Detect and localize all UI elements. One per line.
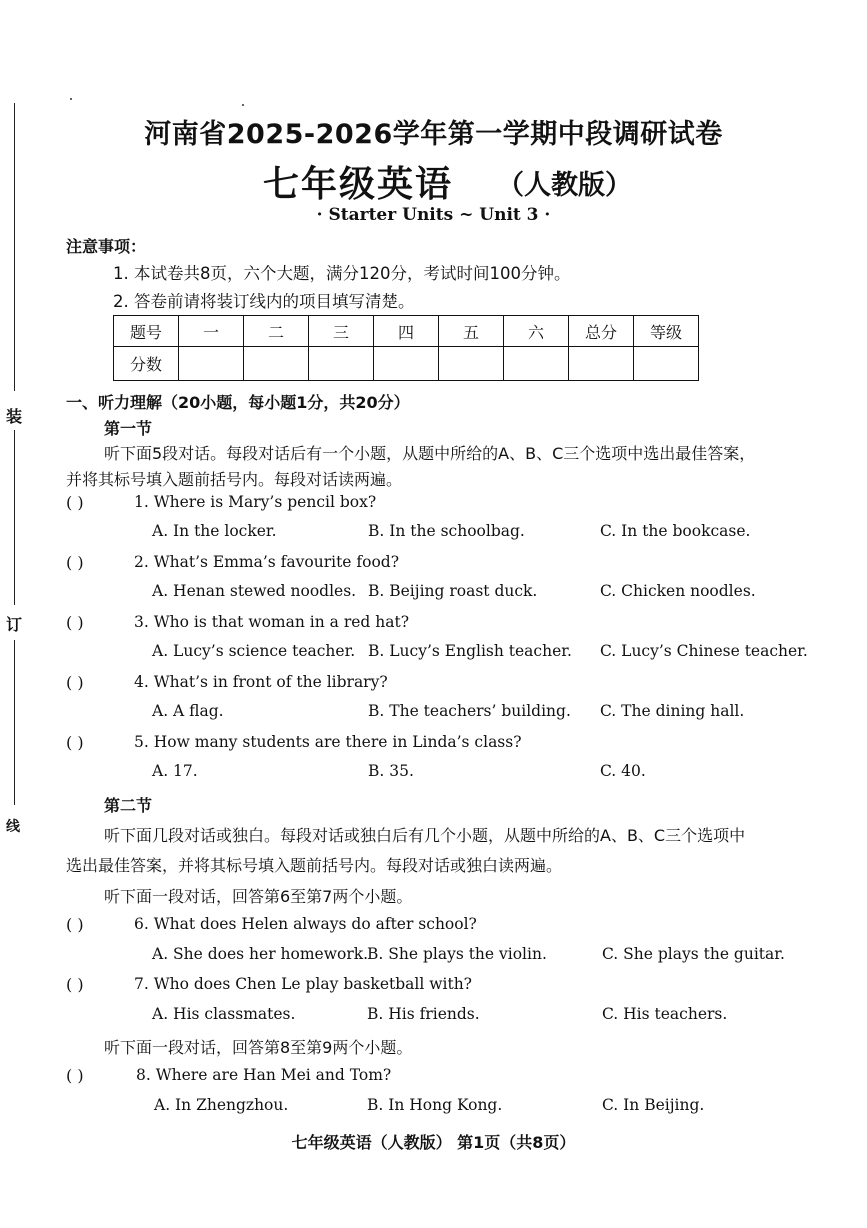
scan-speck [242,104,244,106]
option-c: C. Lucy’s Chinese teacher. [600,642,808,660]
option-c: C. The dining hall. [600,702,745,720]
question-text: 6. What does Helen always do after school? [134,915,477,933]
table-row-label: 分数 [114,347,179,381]
score-cell[interactable] [634,347,699,381]
edition-label: （人教版） [497,170,632,201]
option-b: B. Beijing roast duck. [368,582,538,600]
question-text: 3. Who is that woman in a red hat? [134,613,410,631]
option-c: C. She plays the guitar. [602,945,785,963]
part-heading: 第一节 [104,419,153,438]
instructions: 听下面5段对话。每段对话后有一个小题，从题中所给的A、B、C三个选项中选出最佳答案， [104,444,756,463]
binding-char-xian: 线 [6,819,20,835]
answer-bracket[interactable]: ( ) [66,613,84,632]
question-text: 8. Where are Han Mei and Tom? [136,1066,392,1084]
option-c: C. His teachers. [602,1005,728,1023]
instructions: 听下面几段对话或独白。每段对话或独白后有几个小题，从题中所给的A、B、C三个选项中 [104,826,746,845]
option-a: A. 17. [152,762,198,780]
instructions: 并将其标号填入题前括号内。每段对话读两遍。 [66,470,403,489]
answer-bracket[interactable]: ( ) [66,673,84,692]
option-c: C. In Beijing. [602,1096,705,1114]
option-b: B. In Hong Kong. [367,1096,503,1114]
option-b: B. She plays the violin. [367,945,547,963]
option-b: B. The teachers’ building. [368,702,571,720]
question-text: 5. How many students are there in Linda’s class? [134,733,522,751]
option-a: A. She does her homework. [152,945,369,963]
section-heading: 一、听力理解（20小题，每小题1分，共20分） [66,393,410,412]
score-cell[interactable] [504,347,569,381]
sub-instructions: 听下面一段对话，回答第8至第9两个小题。 [104,1038,413,1057]
table-header-cell: 题号 [114,316,179,347]
unit-scope: · Starter Units ~ Unit 3 · [316,205,551,225]
option-a: A. Henan stewed noodles. [152,582,357,600]
binding-char-zhuang: 装 [6,407,23,426]
option-a: A. A flag. [152,702,224,720]
option-a: A. His classmates. [152,1005,296,1023]
table-header-cell: 一 [179,316,244,347]
note-item: 2. 答卷前请将装订线内的项目填写清楚。 [113,292,415,311]
part-heading: 第二节 [104,796,153,815]
option-c: C. 40. [600,762,646,780]
binding-line-bottom [14,640,15,805]
score-cell[interactable] [244,347,309,381]
option-c: C. In the bookcase. [600,522,751,540]
answer-bracket[interactable]: ( ) [66,915,84,934]
sub-instructions: 听下面一段对话，回答第6至第7两个小题。 [104,887,413,906]
note-item: 1. 本试卷共8页，六个大题，满分120分，考试时间100分钟。 [113,264,571,283]
answer-bracket[interactable]: ( ) [66,553,84,572]
option-a: A. In Zhengzhou. [154,1096,289,1114]
binding-char-ding: 订 [6,615,23,634]
scan-speck [70,98,72,100]
option-b: B. 35. [368,762,414,780]
question-text: 7. Who does Chen Le play basketball with? [134,975,472,993]
option-a: A. In the locker. [152,522,277,540]
table-header-cell: 四 [374,316,439,347]
question-text: 4. What’s in front of the library? [134,673,388,691]
score-cell[interactable] [439,347,504,381]
option-b: B. In the schoolbag. [368,522,525,540]
table-header-cell: 六 [504,316,569,347]
option-b: B. Lucy’s English teacher. [368,642,572,660]
answer-bracket[interactable]: ( ) [66,733,84,752]
notes-heading: 注意事项： [66,237,147,256]
option-a: A. Lucy’s science teacher. [152,642,356,660]
binding-line-middle [14,430,15,605]
question-text: 1. Where is Mary’s pencil box? [134,493,377,511]
table-header-cell: 等级 [634,316,699,347]
option-c: C. Chicken noodles. [600,582,756,600]
score-cell[interactable] [374,347,439,381]
instructions: 选出最佳答案，并将其标号填入题前括号内。每段对话或独白读两遍。 [66,856,563,875]
table-header-cell: 总分 [569,316,634,347]
answer-bracket[interactable]: ( ) [66,1066,84,1085]
question-text: 2. What’s Emma’s favourite food? [134,553,400,571]
table-header-cell: 二 [244,316,309,347]
score-table [113,315,699,381]
exam-title: 河南省2025-2026学年第一学期中段调研试卷 [144,119,723,150]
page-footer: 七年级英语（人教版） 第1页（共8页） [291,1133,576,1152]
answer-bracket[interactable]: ( ) [66,975,84,994]
table-header-cell: 三 [309,316,374,347]
table-header-cell: 五 [439,316,504,347]
option-b: B. His friends. [367,1005,480,1023]
score-cell[interactable] [179,347,244,381]
score-cell[interactable] [569,347,634,381]
answer-bracket[interactable]: ( ) [66,493,84,512]
subject-title: 七年级英语 [263,163,454,205]
score-cell[interactable] [309,347,374,381]
